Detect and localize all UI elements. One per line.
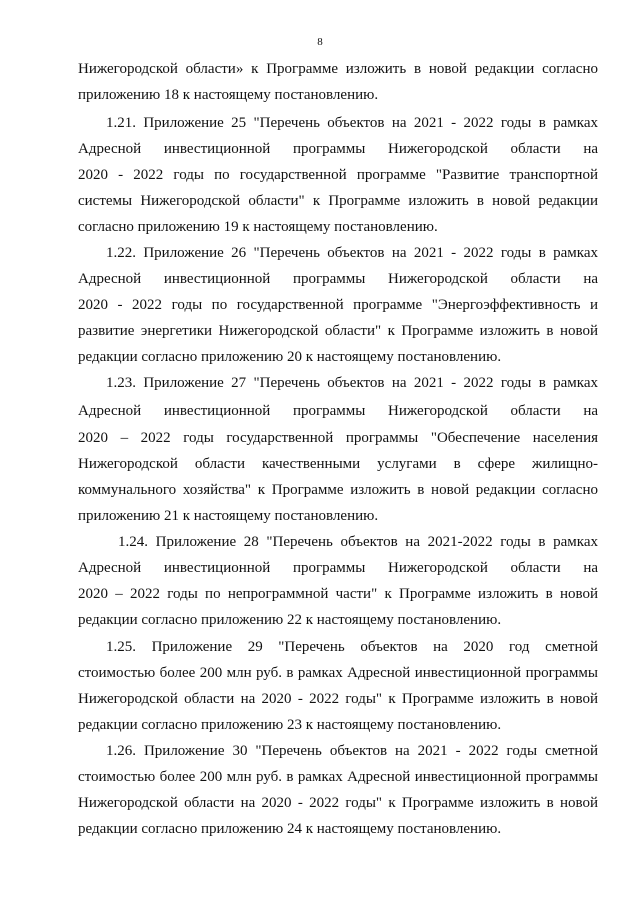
text-line: коммунального хозяйства" к Программе изложить в новой редакции согласно xyxy=(78,482,598,498)
text-line: стоимостью более 200 млн руб. в рамках Адресной инвестиционной программы xyxy=(78,769,598,785)
text-line: Нижегородской области» к Программе изложить в новой редакции согласно xyxy=(78,61,598,77)
text-line: редакции согласно приложению 24 к настоящему постановлению. xyxy=(78,821,502,837)
text-line: редакции согласно приложению 20 к настоящему постановлению. xyxy=(78,349,502,365)
text-line: Нижегородской области на 2020 - 2022 годы" к Программе изложить в новой xyxy=(78,795,598,811)
text-line: Адресной инвестиционной программы Нижегородской области на xyxy=(78,403,598,419)
text-line: развитие энергетики Нижегородской области" к Программе изложить в новой xyxy=(78,323,598,339)
text-line: Нижегородской области на 2020 - 2022 годы" к Программе изложить в новой xyxy=(78,691,598,707)
text-line: 2020 – 2022 годы по непрограммной части" к Программе изложить в новой xyxy=(78,586,598,602)
text-line: приложению 21 к настоящему постановлению. xyxy=(78,508,379,524)
text-line: стоимостью более 200 млн руб. в рамках Адресной инвестиционной программы xyxy=(78,665,598,681)
text-line: 2020 – 2022 годы государственной программы "Обеспечение населения xyxy=(78,430,598,446)
text-line: 1.22. Приложение 26 "Перечень объектов на 2021 - 2022 годы в рамках xyxy=(106,245,598,261)
text-line: системы Нижегородской области" к Программе изложить в новой редакции xyxy=(78,193,598,209)
text-line: Адресной инвестиционной программы Нижегородской области на xyxy=(78,271,598,287)
text-line: редакции согласно приложению 23 к настоящему постановлению. xyxy=(78,717,502,733)
page-number: 8 xyxy=(317,36,323,48)
text-line: согласно приложению 19 к настоящему постановлению. xyxy=(78,219,438,235)
text-line: 1.23. Приложение 27 "Перечень объектов на 2021 - 2022 годы в рамках xyxy=(106,375,598,391)
text-line: 1.24. Приложение 28 "Перечень объектов на 2021-2022 годы в рамках xyxy=(118,534,598,550)
text-line: 1.26. Приложение 30 "Перечень объектов на 2021 - 2022 годы сметной xyxy=(106,743,598,759)
text-line: Адресной инвестиционной программы Нижегородской области на xyxy=(78,560,598,576)
text-line: редакции согласно приложению 22 к настоящему постановлению. xyxy=(78,612,502,628)
text-line: Адресной инвестиционной программы Нижегородской области на xyxy=(78,141,598,157)
text-line: 1.25. Приложение 29 "Перечень объектов на 2020 год сметной xyxy=(106,639,598,655)
text-line: 2020 - 2022 годы по государственной программе "Энергоэффективность и xyxy=(78,297,598,313)
text-line: Нижегородской области качественными услугами в сфере жилищно- xyxy=(78,456,598,472)
text-line: 2020 - 2022 годы по государственной программе "Развитие транспортной xyxy=(78,167,598,183)
text-line: 1.21. Приложение 25 "Перечень объектов на 2021 - 2022 годы в рамках xyxy=(106,115,598,131)
text-line: приложению 18 к настоящему постановлению. xyxy=(78,87,379,103)
